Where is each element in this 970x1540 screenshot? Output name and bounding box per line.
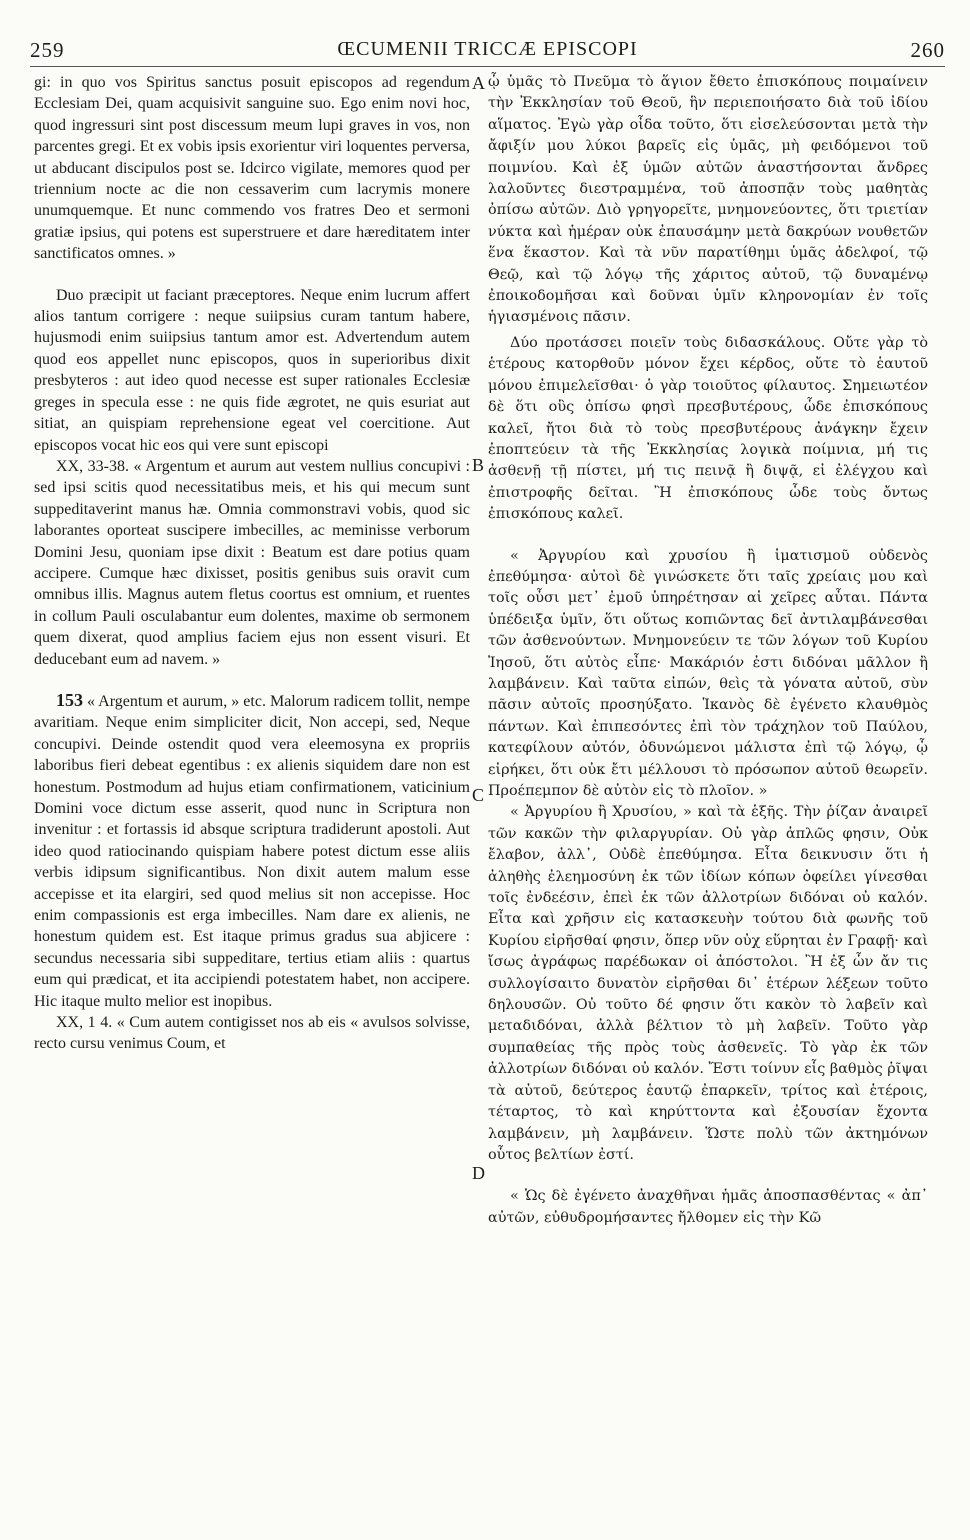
margin-marker-b: B bbox=[472, 455, 485, 475]
margin-marker-a: A bbox=[472, 73, 485, 93]
running-title: ŒCUMENII TRICCÆ EPISCOPI bbox=[337, 38, 638, 60]
greek-paragraph: ᾧ ὑμᾶς τὸ Πνεῦμα τὸ ἅγιον ἔθετο ἐπισκόπους ποιμαίνειν τὴν Ἐκκλησίαν τοῦ Θεοῦ, ἣν περιεποιήσατο διὰ τοῦ ἰδίου αἵματος. Ἐγὼ γὰρ οἶδα τοῦτο, ὅτι εἰσελεύσονται μετὰ τὴν ἄφιξίν μου λύκοι βαρεῖς εἰς ὑμᾶς, μὴ φειδόμενοι τοῦ ποιμνίου. Καὶ ἐξ ὑμῶν αὐτῶν ἀναστήσονται ἄνδρες λαλοῦντες διεστραμμένα, τοῦ ἀποσπᾷν τοὺς μαθητὰς ὀπίσω αὐτῶν. Διὸ γρηγορεῖτε, μνημονεύοντες, ὅτι τριετίαν νύκτα καὶ ἡμέραν οὐκ ἐπαυσάμην μετὰ δακρύων νουθετῶν ἕνα ἕκαστον. Καὶ τὰ νῦν παρατίθημι ὑμᾶς ἀδελφοί, τῷ Θεῷ, καὶ τῷ λόγῳ τῆς χάριτος αὐτοῦ, τῷ δυναμένῳ ἐποικοδομῆσαι καὶ δοῦναι ὑμῖν κληρονομίαν ἐν τοῖς ἡγιασμένοις πᾶσιν. bbox=[488, 74, 928, 326]
latin-column bbox=[34, 72, 470, 1055]
greek-paragraph: « Ἀργυρίου ἢ Χρυσίου, » καὶ τὰ ἑξῆς. Τὴν ῥίζαν ἀναιρεῖ τῶν κακῶν τὴν φιλαργυρίαν. Οὐ γὰρ ἁπλῶς φησιν, Οὐκ ἔλαβον, ἀλλ᾽, Οὐδὲ ἐπεθύμησα. Εἶτα δεικνυσιν ὅτι ἡ ἀληθὴς ἐλεημοσύνη ἐκ τῶν ἰδίων κόπων ὀφείλει γίνεσθαι τοῖς ἐνδεέσιν, ἐπεὶ ἐκ τῶν ἀλλοτρίων διδόναι οὐ καλόν. Εἶτα καὶ χρῆσιν εἰς κατασκευὴν τούτου διὰ φωνῆς τοῦ Κυρίου εἰρῆσθαί φησιν, ὅπερ νῦν οὐχ εὕρηται ἐν Γραφῇ· καὶ ἴσως ἀγράφως παρέδωκαν οἱ ἀπόστολοι. Ἢ ἐξ ὧν ἄν τις συλλογίσαιτο δυνατὸν εἰρῆσθαι δι᾽ ἑτέρων λέξεων τοῦτο δηλουσῶν. Οὐ τοῦτο δέ φησιν ὅτι κακὸν τὸ λαβεῖν καὶ μεταδιδόναι, ἀλλὰ βέλτιον τὸ μὴ λαβεῖν. Τοῦτο γὰρ συμπαθείας τῆς πρὸς τοὺς ἀσθενεῖς. Τὸ γὰρ ἐκ τῶν ἀλλοτρίων διδόναι οὐ καλόν. Ἔστι τοίνυν εἷς βαθμὸς ῥῖψαι τὰ αὐτοῦ, δεύτερος ἑαυτῷ ἐπαρκεῖν, τρίτος καὶ ἑτέροις, τέταρτος, τὸ καὶ κηρύττοντα καὶ ἐξουσίαν ἔχοντα λαμβάνειν, μὴ λαμβάνειν. Ὥστε πολὺ τῶν ἀκτημόνων οὗτος βελτίων ἐστί. bbox=[488, 804, 928, 1163]
latin-paragraph: Duo præcipit ut faciant præceptores. Neque enim lucrum affert alios tantum corrigere : neque suiipsius curam tantum habere, hujusmodi enim suiipsius tantum amor est. Advertendum autem quod eos appellet nunc episcopos, quos in superioribus dixit presbyteros : aut ideo quod necesse est super rationales Ecclesiæ greges in specula esse : ne quis fide ægrotet, ne quis esuriat aut sitiat, an quispiam reprehensione egeat vel coercitione. Aut episcopos vocat hic eos qui vere sunt episcopi bbox=[34, 286, 470, 454]
margin-marker-c: C bbox=[472, 785, 485, 805]
page-header bbox=[30, 38, 945, 67]
greek-column bbox=[488, 72, 928, 1229]
margin-marker-d: D bbox=[472, 1163, 485, 1183]
latin-paragraph: XX, 33-38. « Argentum et aurum aut vestem nullius concupivi : sed ipsi scitis quod necessitatibus meis, et his qui mecum sunt suppeditaverint manus hæ. Omnia commonstravi vobis, quod sic laborantes oporteat suscipere imbecilles, ac meminisse verborum Domini Jesu, quoniam ipse dixit : Beatum est dare potius quam accipere. Cumque hæc dixisset, positis genibus suis oravit cum omnibus illis. Magnus autem fletus coortus est omnium, et ruentes in collum Pauli osculabantur eum dolentes, maxime ob sermonem quem dixerat, quod amplius faciem ejus non essent visuri. Et deducebant eum ad navem. » bbox=[34, 457, 470, 668]
page-number-left: 259 bbox=[30, 38, 65, 62]
latin-paragraph: gi: in quo vos Spiritus sanctus posuit episcopos ad regendum Ecclesiam Dei, quam acquisivit sanguine suo. Ego enim novi hoc, quod ingressuri sint post discessum meum lupi graves in vos, non parcentes gregi. Et ex vobis ipsis exorientur viri loquentes perversa, ut abducant discipulos post se. Idcirco vigilate, memores quod per triennium nocte ac die non cessaverim cum lacrymis monere unumquemque. Et nunc commendo vos fratres Deo et sermoni gratiæ ipsius, qui potens est superstruere et dare hæreditatem inter sanctificatos omnes. » bbox=[34, 74, 470, 263]
section-number: 153 bbox=[56, 689, 83, 710]
page-number-right: 260 bbox=[910, 38, 945, 62]
latin-paragraph: « Argentum et aurum, » etc. Malorum radicem tollit, nempe avaritiam. Neque enim simpliciter dicit, Non accepi, sed, Neque concupivi. Deinde ostendit quod vera eleemosyna ex propriis laboribus fieri debeat egentibus : ex alienis siquidem dare non est honestum. Postmodum ad hujus etiam confirmationem, vaticinium Domini voce dictum esse asserit, quod nunc in Scriptura non invenitur : et fortassis id absque scriptura tradiderunt apostoli. Aut ideo quod ratiocinando quispiam habere potest dictum esse aliis verbis idipsum significantibus. Non dixit autem malum esse accepisse et ita elargiri, sed quod melius sit non accepisse. Hoc enim compassionis est erga imbecilles. Nam dare ex alienis, ne honestum quidem est. Est itaque primus gradus sua abjicere : secundus necessaria sibi suppeditare, tertius etiam aliis : quartus eum qui prædicat, et ita accipiendi potestatem habet, non accipere. Hic itaque multo melior est inopibus. bbox=[34, 692, 470, 1010]
greek-paragraph: « Ἀργυρίου καὶ χρυσίου ἢ ἱματισμοῦ οὐδενὸς ἐπεθύμησα· αὐτοὶ δὲ γινώσκετε ὅτι ταῖς χρείαις μου καὶ τοῖς οὖσι μετ᾽ ἐμοῦ ὑπηρέτησαν αἱ χεῖρες αὗται. Πάντα ὑπέδειξα ὑμῖν, ὅτι οὕτως κοπιῶντας δεῖ ἀντιλαμβάνεσθαι τῶν ἀσθενούντων. Μνημονεύειν τε τῶν λόγων τοῦ Κυρίου Ἰησοῦ, ὅτι αὐτὸς εἶπε· Μακάριόν ἐστι διδόναι μᾶλλον ἢ λαμβάνειν. Καὶ ταῦτα εἰπών, θεὶς τὰ γόνατα αὐτοῦ, σὺν πᾶσιν αὐτοῖς προσηύξατο. Ἱκανὸς δὲ ἐγένετο κλαυθμὸς πάντων. Καὶ ἐπιπεσόντες ἐπὶ τὸν τράχηλον τοῦ Παύλου, κατεφίλουν αὐτόν, ὀδυνώμενοι μάλιστα ἐπὶ τῷ λόγῳ, ᾧ εἰρήκει, ὅτι οὐκ ἔτι μέλλουσι τὸ πρόσωπον αὐτοῦ θεωρεῖν. Προέπεμπον δὲ αὐτὸν εἰς τὸ πλοῖον. » bbox=[488, 547, 928, 799]
greek-paragraph: « Ὡς δὲ ἐγένετο ἀναχθῆναι ἡμᾶς ἀποσπασθέντας « ἀπ᾽ αὐτῶν, εὐθυδρομήσαντες ἤλθομεν εἰς τὴν Κῶ bbox=[488, 1188, 928, 1226]
greek-paragraph: Δύο προτάσσει ποιεῖν τοὺς διδασκάλους. Οὔτε γὰρ τὸ ἑτέρους κατορθοῦν μόνον ἔχει κέρδος, οὔτε τὸ ἑαυτοῦ μόνου ἐπιμελεῖσθαι· ὁ γὰρ τοιοῦτος φίλαυτος. Σημειωτέον δὲ ὅτι οὓς ὀπίσω φησὶ πρεσβυτέρους, ὧδε ἐπισκόπους καλεῖ, ἤτοι διὰ τὸ τοὺς πρεσβυτέρους ἀνάγκην ἔχειν ἐποπτεύειν τὰ τῆς Ἐκκλησίας λογικὰ ποίμνια, μή τις ἀσθενῇ τῇ πίστει, μή τις πεινᾷ ἢ διψᾷ, εἰ ἐλέγχου καὶ ἐπιστροφῆς δεῖται. Ἢ ἐπισκόπους ὧδε τοὺς ὄντως ἐπισκόπους καλεῖ. bbox=[488, 334, 928, 523]
latin-paragraph: XX, 1 4. « Cum autem contigisset nos ab eis « avulsos solvisse, recto cursu venimus Coum, et bbox=[34, 1014, 470, 1053]
